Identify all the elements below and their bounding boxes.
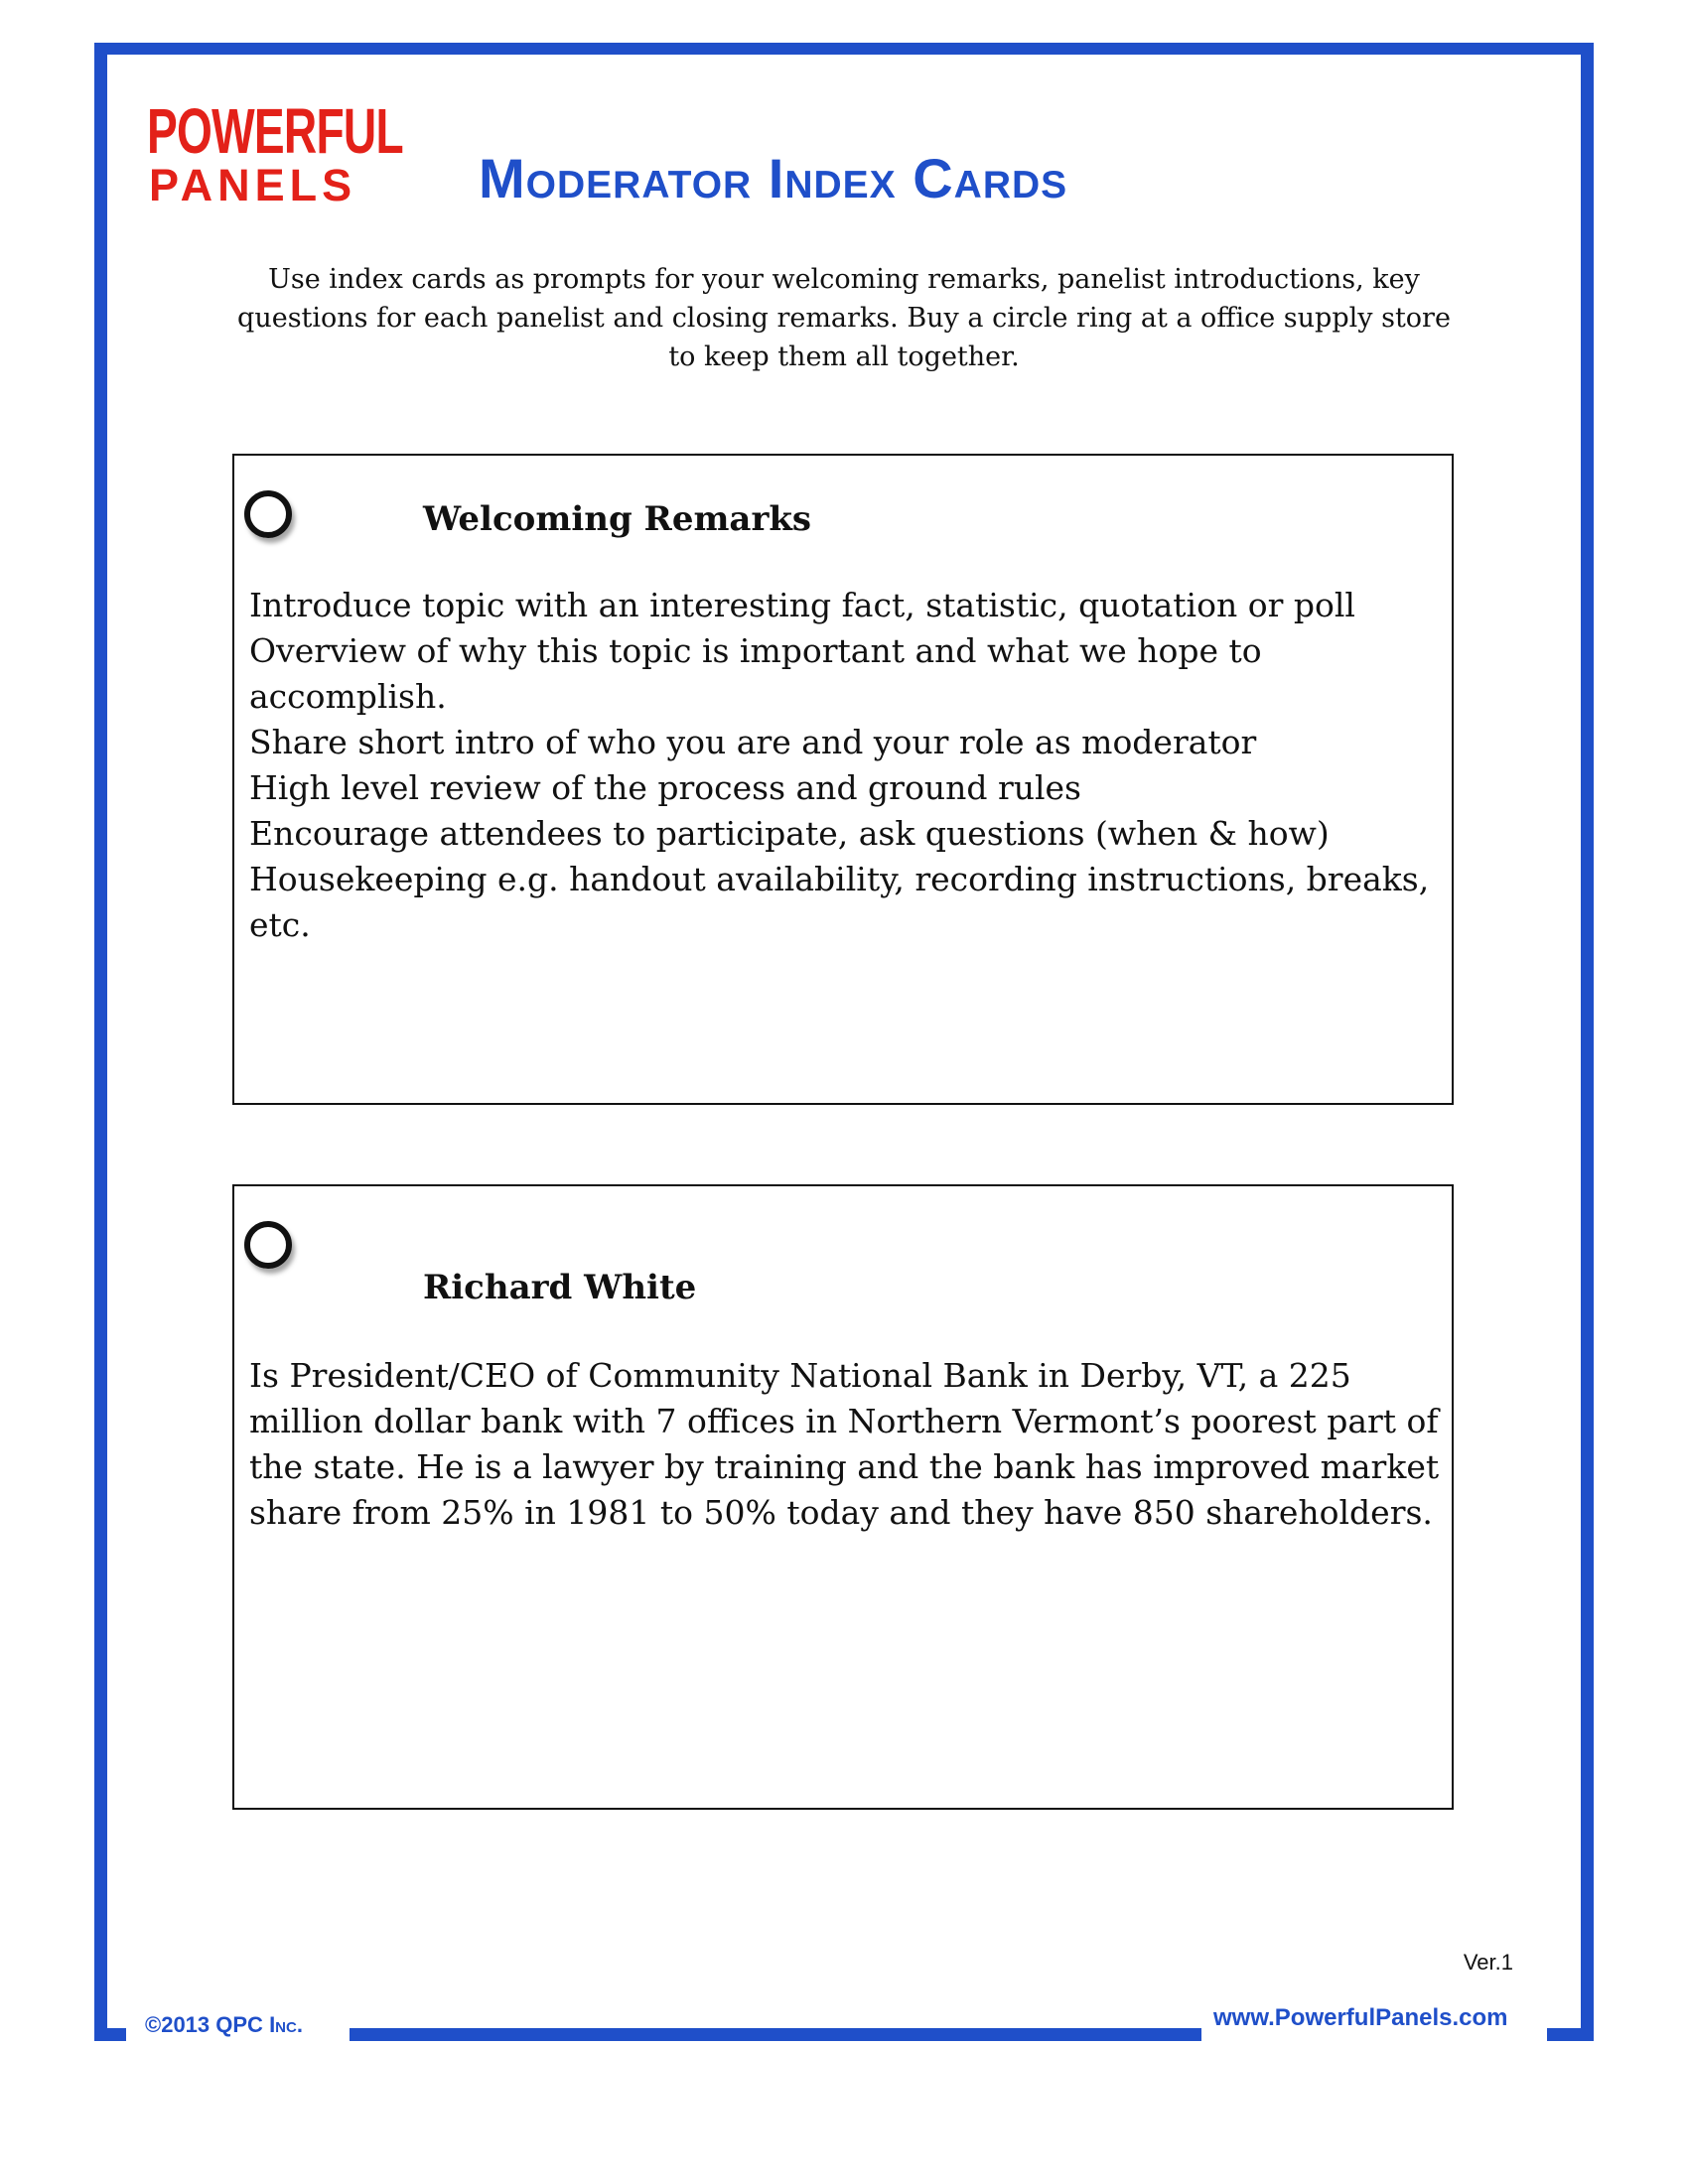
card-body [249,1353,1441,1536]
index-card-welcoming-remarks [232,454,1454,1105]
page-border-bottom-left [94,2028,126,2041]
ring-hole-icon [244,490,292,538]
index-card-panelist-richard-white [232,1184,1454,1810]
copyright-notice [145,2010,303,2040]
ring-hole-icon [244,1221,292,1269]
page-border-bottom-middle [350,2028,1201,2041]
page-border-top [94,43,1594,55]
card-line: High level review of the process and ground rules [249,768,1081,807]
card-body [249,583,1441,948]
logo-line-2: PANELS [149,160,357,210]
page-title: Moderator Index Cards [479,147,1068,209]
card-heading: Richard White [423,1268,697,1307]
card-line: Introduce topic with an interesting fact, statistic, quotation or poll [249,586,1355,624]
intro-paragraph: Use index cards as prompts for your welcoming remarks, panelist introductions, key questions for each panelist and closing remarks. Buy a circle ring at a office supply store to keep them all together. [237,264,1451,372]
card-heading: Welcoming Remarks [423,499,812,539]
copyright-suffix: Inc. [269,2012,303,2037]
card-line: Housekeeping e.g. handout availability, recording instructions, breaks, etc. [249,860,1430,944]
card-line: Share short intro of who you are and your role as moderator [249,723,1257,761]
page-border-bottom-right [1547,2028,1594,2041]
logo-line-1: POWERFUL [147,95,403,167]
card-line: Is President/CEO of Community National Bank in Derby, VT, a 225 million dollar bank with 7 offices in Northern Vermont’s poorest part of the state. He is a lawyer by training and the bank has improved market share from 25% in 1981 to 50% today and they have 850 shareholders. [249,1356,1440,1532]
powerful-panels-logo [147,95,405,210]
card-line: Encourage attendees to participate, ask questions (when & how) [249,814,1330,853]
page-border-right [1581,43,1594,2041]
version-label: Ver.1 [1463,1950,1513,1975]
page-border-left [94,43,107,2041]
website-link[interactable]: www.PowerfulPanels.com [1213,2004,1508,2031]
copyright-prefix: ©2013 QPC [145,2012,263,2037]
card-line: Overview of why this topic is important and what we hope to accomplish. [249,631,1262,716]
